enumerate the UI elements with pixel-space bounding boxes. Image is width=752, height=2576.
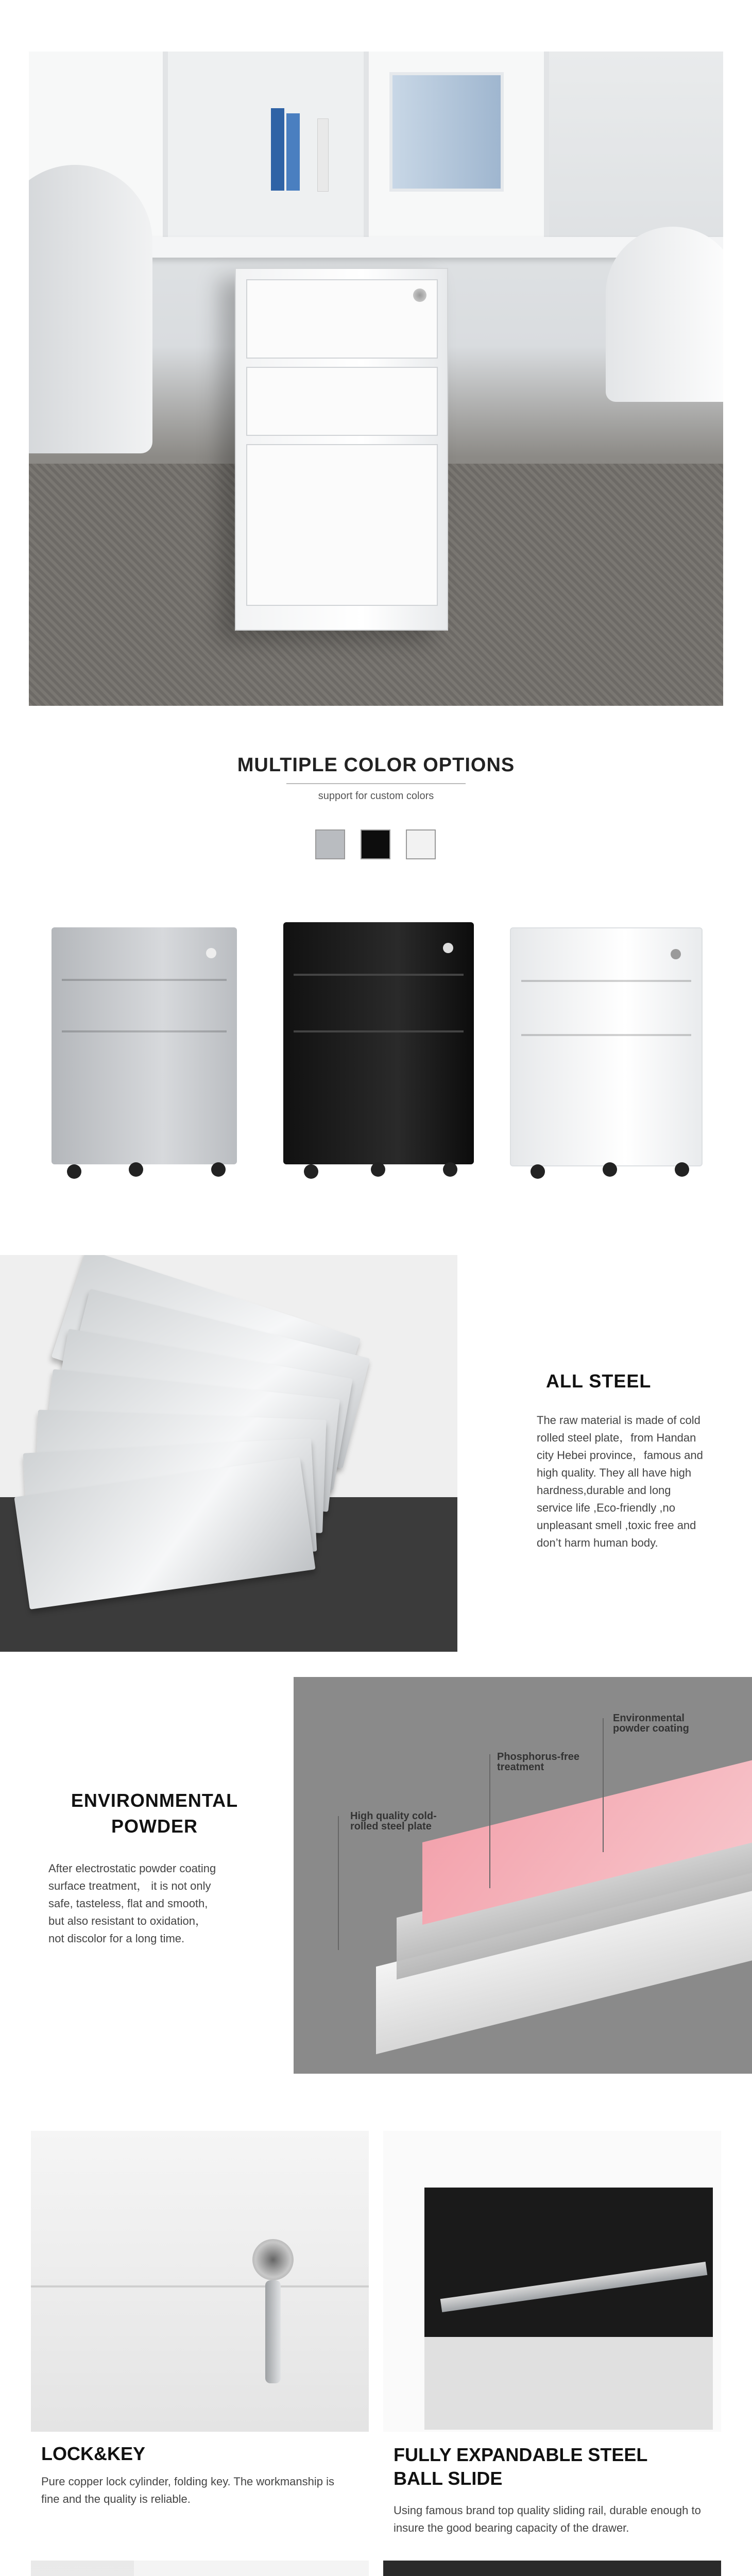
cabinet-black (283, 922, 474, 1164)
environmental-title-line1: ENVIRONMENTAL (71, 1790, 238, 1811)
environmental-title (62, 1788, 247, 1839)
environmental-text: After electrostatic powder coating surface treatment， it is not only safe, tasteless, flat and smooth, but also resistant to oxidation，not discolor for a long time. (48, 1862, 216, 1945)
leader-line (489, 1754, 490, 1888)
drawer-line (521, 1034, 691, 1036)
all-steel-text: The raw material is made of cold rolled steel plate，from Handan city Hebei province，famous and high quality. They all have high hardness,durable and long service life ,Eco-friendly ,no unpleasant smell ,toxic free and don’t harm human body. (537, 1414, 703, 1549)
key-icon (265, 2280, 281, 2383)
lock-icon (206, 948, 216, 958)
drawer-line (62, 979, 227, 981)
office-chair-left (29, 165, 152, 453)
caster-icon (603, 1162, 617, 1177)
swatch-white (406, 829, 436, 859)
leader-line (338, 1816, 339, 1950)
caster-icon (531, 1164, 545, 1179)
casters-photo (31, 2561, 369, 2576)
drawer-line (294, 1030, 464, 1032)
feature-title-lock: LOCK&KEY (41, 2443, 146, 2464)
caster-icon (443, 1162, 457, 1177)
drawer-line (294, 974, 464, 976)
binder-blue (271, 108, 284, 191)
caster-icon (129, 1162, 143, 1177)
feature-text-lock: Pure copper lock cylinder, folding key. The workmanship is fine and the quality is reliable. (41, 2475, 335, 2505)
cabinet-base (134, 2561, 369, 2576)
caster-icon (304, 1164, 318, 1179)
drawer-line (62, 1030, 227, 1032)
label-phosphorus: Phosphorus-free treatment (497, 1751, 580, 1773)
lock-icon (671, 949, 681, 959)
powder-coating-diagram (294, 1677, 752, 2074)
caster-icon (371, 1162, 385, 1177)
ball-slide-photo (383, 2131, 721, 2432)
caster-icon (67, 1164, 81, 1179)
color-options-subtitle: support for custom colors (318, 790, 434, 802)
swatch-grey (315, 829, 345, 859)
large-bucket-photo (383, 2561, 721, 2576)
label-steel-plate: High quality cold-rolled steel plate (350, 1810, 437, 1832)
drawer-front (424, 2337, 713, 2430)
label-powder-coating: Environmental powder coating (613, 1713, 689, 1734)
drawer-edge (31, 2285, 369, 2287)
monitor (389, 72, 504, 192)
leader-line (603, 1718, 604, 1852)
color-options-section (0, 706, 752, 1252)
caster-icon (211, 1162, 226, 1177)
color-options-title: MULTIPLE COLOR OPTIONS (237, 754, 515, 776)
swatch-black (361, 829, 390, 859)
environmental-title-line2: POWDER (111, 1816, 198, 1837)
hero-section (0, 0, 752, 706)
steel-sheets-photo (0, 1255, 457, 1652)
feature-title-slide (394, 2443, 647, 2490)
title-divider (286, 783, 466, 784)
drawer-line (521, 980, 691, 982)
hero-office-photo (29, 52, 723, 706)
all-steel-title: ALL STEEL (546, 1370, 652, 1392)
caster-icon (675, 1162, 689, 1177)
lock-icon (443, 943, 453, 953)
cabinet-white (510, 927, 703, 1166)
feature-title-slide-line2: BALL SLIDE (394, 2468, 503, 2489)
cabinet-drawer-top (246, 279, 438, 359)
binder-white (317, 118, 329, 192)
cabinet-drawer-middle (246, 367, 438, 436)
office-chair-right (606, 227, 723, 402)
binder-blue-2 (286, 113, 300, 191)
lock-cylinder-icon (252, 2239, 294, 2280)
feature-text-slide: Using famous brand top quality sliding rail, durable enough to insure the good bearing capacity of the drawer. (394, 2504, 701, 2534)
lock-photo (31, 2131, 369, 2432)
mobile-pedestal-cabinet (235, 268, 448, 631)
feature-title-slide-line1: FULLY EXPANDABLE STEEL (394, 2444, 648, 2465)
cabinet-grey (52, 927, 237, 1164)
shelf-middle (168, 52, 369, 237)
lock-icon (413, 289, 426, 302)
cabinet-drawer-bottom (246, 444, 438, 606)
